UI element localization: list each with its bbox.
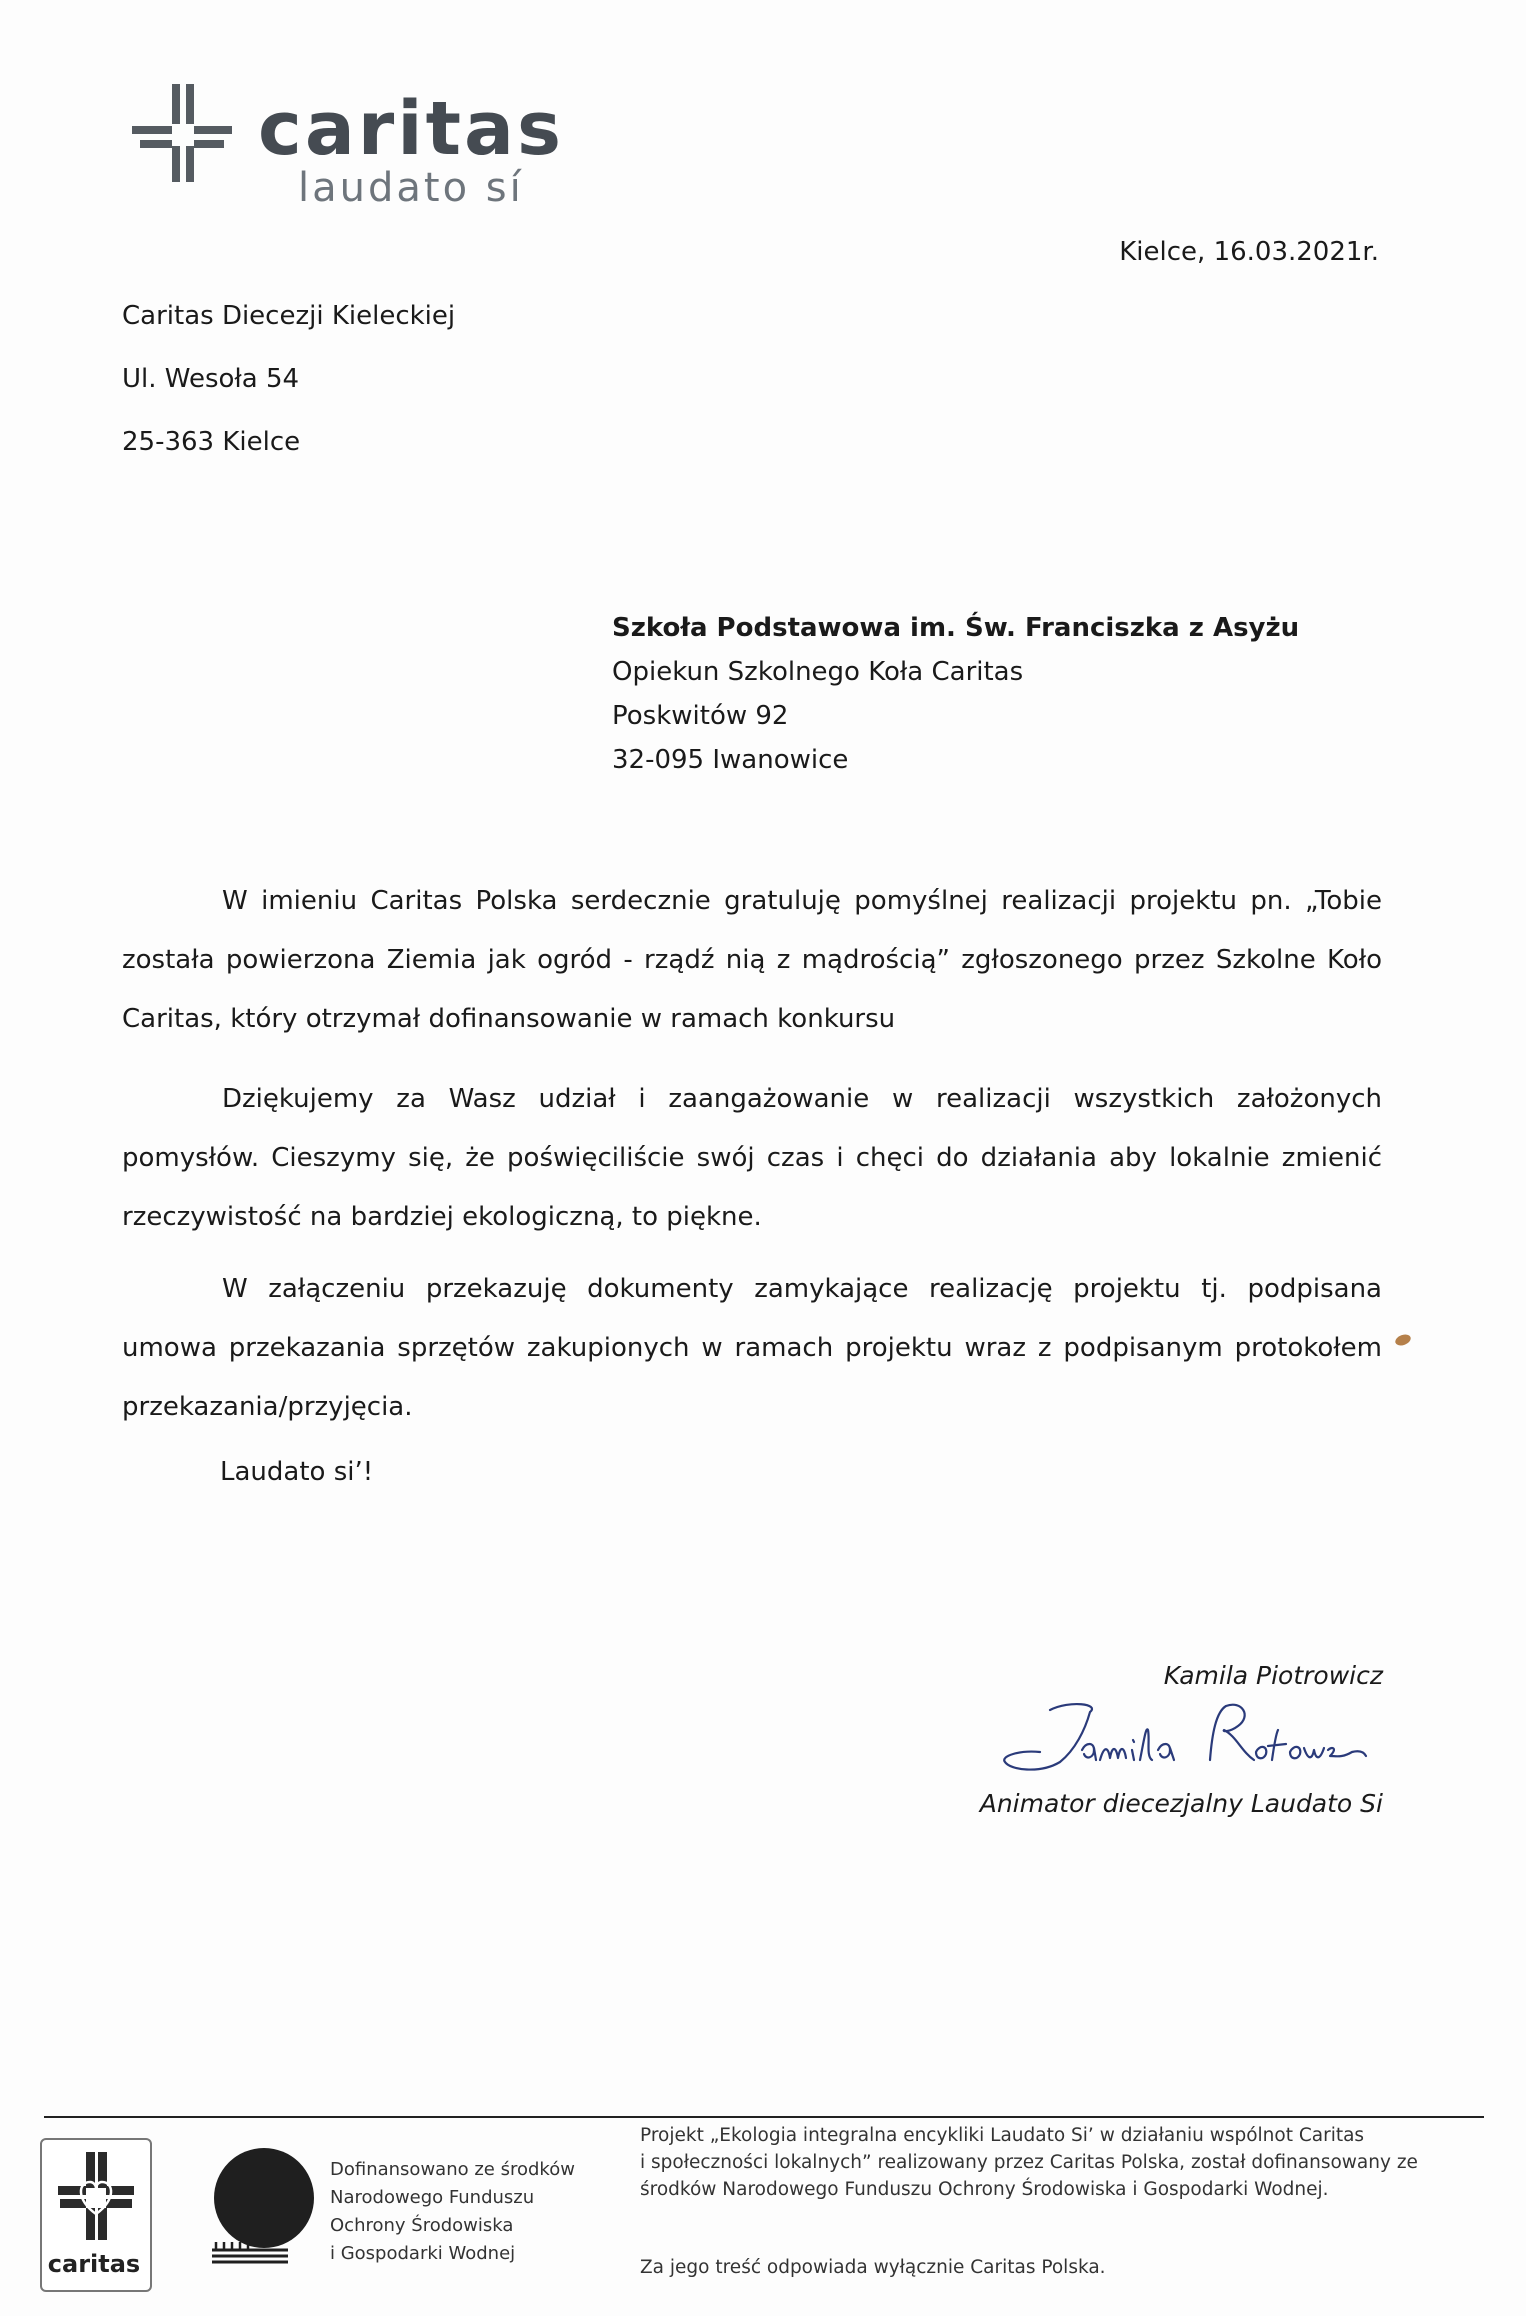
body-paragraph-2: Dziękujemy za Wasz udział i zaangażowanie w realizacji wszystkich założonych pomysłów. Cieszymy się, że poświęciliście swój czas i chęci do działania aby lokalnie zmienić rzeczywistość na bardziej ekologiczną, to piękne. — [122, 1084, 1382, 1232]
footer-logo-label: caritas — [47, 2250, 141, 2278]
signatory-role: Animator diecezjalny Laudato Si — [979, 1789, 1383, 1818]
recipient-line-3: Poskwitów 92 — [612, 701, 789, 731]
project-line-1: Projekt „Ekologia integralna encykliki Laudato Si’ w działaniu wspólnot Caritas — [640, 2125, 1365, 2146]
signatory-name: Kamila Piotrowicz — [1163, 1661, 1383, 1690]
cofunding-note — [330, 2156, 575, 2268]
handwritten-signature — [990, 1690, 1370, 1790]
project-statement — [640, 2122, 1490, 2203]
sender-line-1: Caritas Diecezji Kieleckiej — [122, 301, 456, 331]
recipient-line-4: 32-095 Iwanowice — [612, 745, 849, 775]
footer-divider — [44, 2116, 1484, 2118]
project-responsibility-note: Za jego treść odpowiada wyłącznie Caritas Polska. — [640, 2257, 1106, 2278]
sender-line-2: Ul. Wesoła 54 — [122, 364, 300, 394]
place-date: Kielce, 16.03.2021r. — [1119, 237, 1379, 267]
sender-line-3: 25-363 Kielce — [122, 427, 301, 457]
scan-speck — [1394, 1333, 1412, 1348]
closing-greeting: Laudato si’! — [220, 1457, 374, 1487]
cofund-line-2: Narodowego Funduszu — [330, 2187, 535, 2208]
logo-wordmark: caritas — [258, 86, 565, 172]
project-line-2: i społeczności lokalnych” realizowany przez Caritas Polska, został dofinansowany ze — [640, 2152, 1418, 2173]
project-line-3: środków Narodowego Funduszu Ochrony Środowiska i Gospodarki Wodnej. — [640, 2179, 1329, 2200]
cofund-line-3: Ochrony Środowiska — [330, 2215, 514, 2236]
body-paragraph-3: W załączeniu przekazuję dokumenty zamykające realizację projektu tj. podpisana umowa przekazania sprzętów zakupionych w ramach projektu wraz z podpisanym protokołem przekazania/przyjęcia. — [122, 1274, 1382, 1422]
cofund-line-1: Dofinansowano ze środków — [330, 2159, 575, 2180]
recipient-name: Szkoła Podstawowa im. Św. Franciszka z Asyżu — [612, 613, 1300, 643]
nfosigw-globe-icon — [208, 2146, 320, 2268]
logo-subtitle: laudato sí — [298, 165, 524, 211]
caritas-heart-cross-icon — [56, 2150, 136, 2242]
recipient-line-2: Opiekun Szkolnego Koła Caritas — [612, 657, 1024, 687]
body-paragraph-1: W imieniu Caritas Polska serdecznie gratuluję pomyślnej realizacji projektu pn. „Tobie została powierzona Ziemia jak ogród - rządź nią z mądrością” zgłoszonego przez Szkolne Koło Caritas, który otrzymał dofinansowanie w ramach konkursu — [122, 886, 1382, 1034]
cofund-line-4: i Gospodarki Wodnej — [330, 2243, 516, 2264]
caritas-cross-logo-icon — [132, 84, 232, 184]
